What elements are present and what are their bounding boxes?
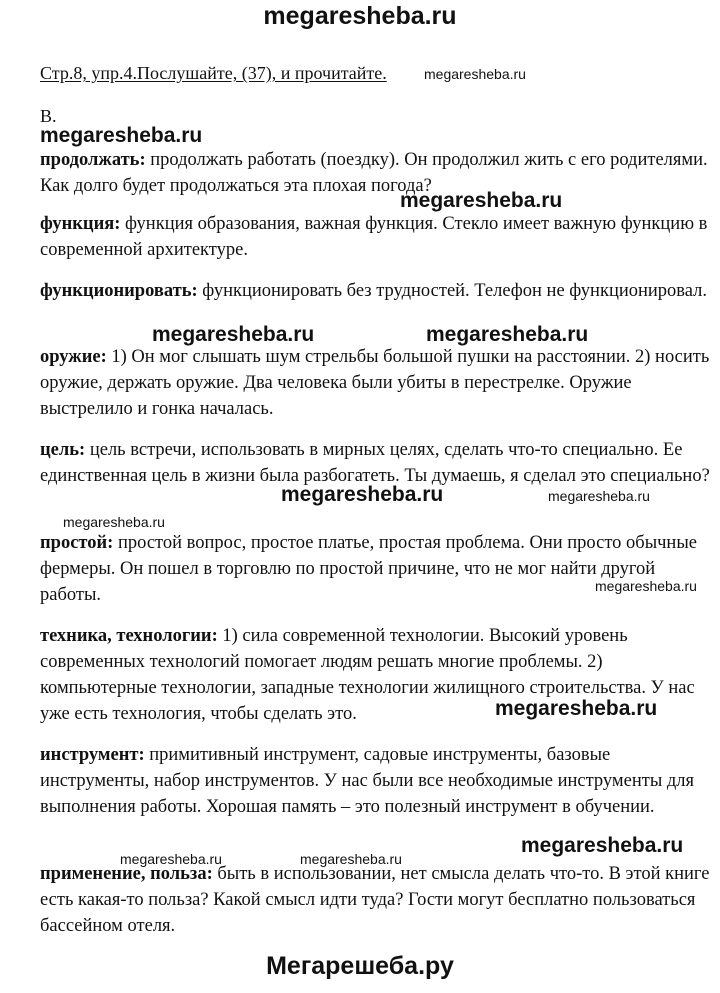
entry-text: функционировать без трудностей. Телефон не функционировал.	[197, 281, 708, 301]
vocab-entry	[40, 278, 710, 304]
entry-text: функция образования, важная функция. Стекло имеет важную функцию в современной архитектуре.	[40, 214, 708, 260]
section-label: B.	[40, 106, 57, 126]
vocab-entry	[40, 861, 710, 939]
entry-text: 1) Он мог слышать шум стрельбы большой пушки на расстоянии. 2) носить оружие, держать оружие. Два человека были убиты в перестрелке. Оружие выстрелило и гонка началась.	[40, 347, 710, 419]
watermark: megaresheba.ru	[281, 483, 444, 506]
vocab-entry	[40, 211, 710, 263]
entry-term: цель:	[40, 440, 86, 460]
entry-text: простой вопрос, простое платье, простая проблема. Они просто обычные фермеры. Он пошел в торговлю по простой причине, что не мог найти другой работы.	[40, 533, 697, 605]
entry-term: оружие:	[40, 347, 107, 367]
entry-term: применение, польза:	[40, 864, 213, 884]
watermark: megaresheba.ru	[548, 488, 650, 504]
watermark: megaresheba.ru	[40, 124, 203, 147]
entry-term: инструмент:	[40, 745, 145, 765]
entry-text: продолжать работать (поездку). Он продолжил жить с его родителями. Как долго будет продолжаться эта плохая погода?	[40, 150, 708, 196]
vocab-entry	[40, 147, 710, 199]
watermark: megaresheba.ru	[424, 66, 526, 82]
entry-text: цель встречи, использовать в мирных целях, сделать что-то специально. Ее единственная цель в жизни была разбогатеть. Ты думаешь, я сделал это специально?	[40, 440, 710, 486]
entry-text: примитивный инструмент, садовые инструменты, базовые инструменты, набор инструментов. У нас были все необходимые инструменты для выполнения работы. Хорошая память – это полезный инструмент в обучении.	[40, 745, 695, 817]
vocab-entry	[40, 344, 710, 422]
entry-term: функция:	[40, 214, 121, 234]
watermark: megaresheba.ru	[495, 697, 658, 720]
entry-term: простой:	[40, 533, 114, 553]
watermark: megaresheba.ru	[120, 851, 222, 867]
watermark: megaresheba.ru	[426, 323, 589, 346]
site-header: megaresheba.ru	[263, 2, 457, 30]
entry-term: техника, технологии:	[40, 626, 218, 646]
watermark: megaresheba.ru	[521, 834, 684, 857]
vocab-entry	[40, 437, 710, 489]
watermark: megaresheba.ru	[300, 851, 402, 867]
entry-text: 1) сила современной технологии. Высокий уровень современных технологий помогает людям решать многие проблемы. 2) компьютерные технологии, западные технологии жилищного строительства. У нас уже есть технология, чтобы сделать это.	[40, 626, 695, 724]
watermark: megaresheba.ru	[63, 514, 165, 530]
entry-text: быть в использовании, нет смысла делать что-то. В этой книге есть какая-то польза? Какой смысл идти туда? Гости могут бесплатно пользоваться бассейном отеля.	[40, 864, 710, 936]
entry-term: продолжать:	[40, 150, 146, 170]
vocab-entry	[40, 742, 710, 820]
watermark: megaresheba.ru	[152, 323, 315, 346]
entry-term: функционировать:	[40, 281, 198, 301]
exercise-heading: Стр.8, упр.4.Послушайте, (37), и прочитайте.	[40, 63, 387, 83]
watermark: megaresheba.ru	[400, 189, 563, 212]
vocab-entry	[40, 530, 710, 608]
site-footer: Мегарешеба.ру	[266, 952, 454, 980]
watermark: megaresheba.ru	[595, 578, 697, 594]
